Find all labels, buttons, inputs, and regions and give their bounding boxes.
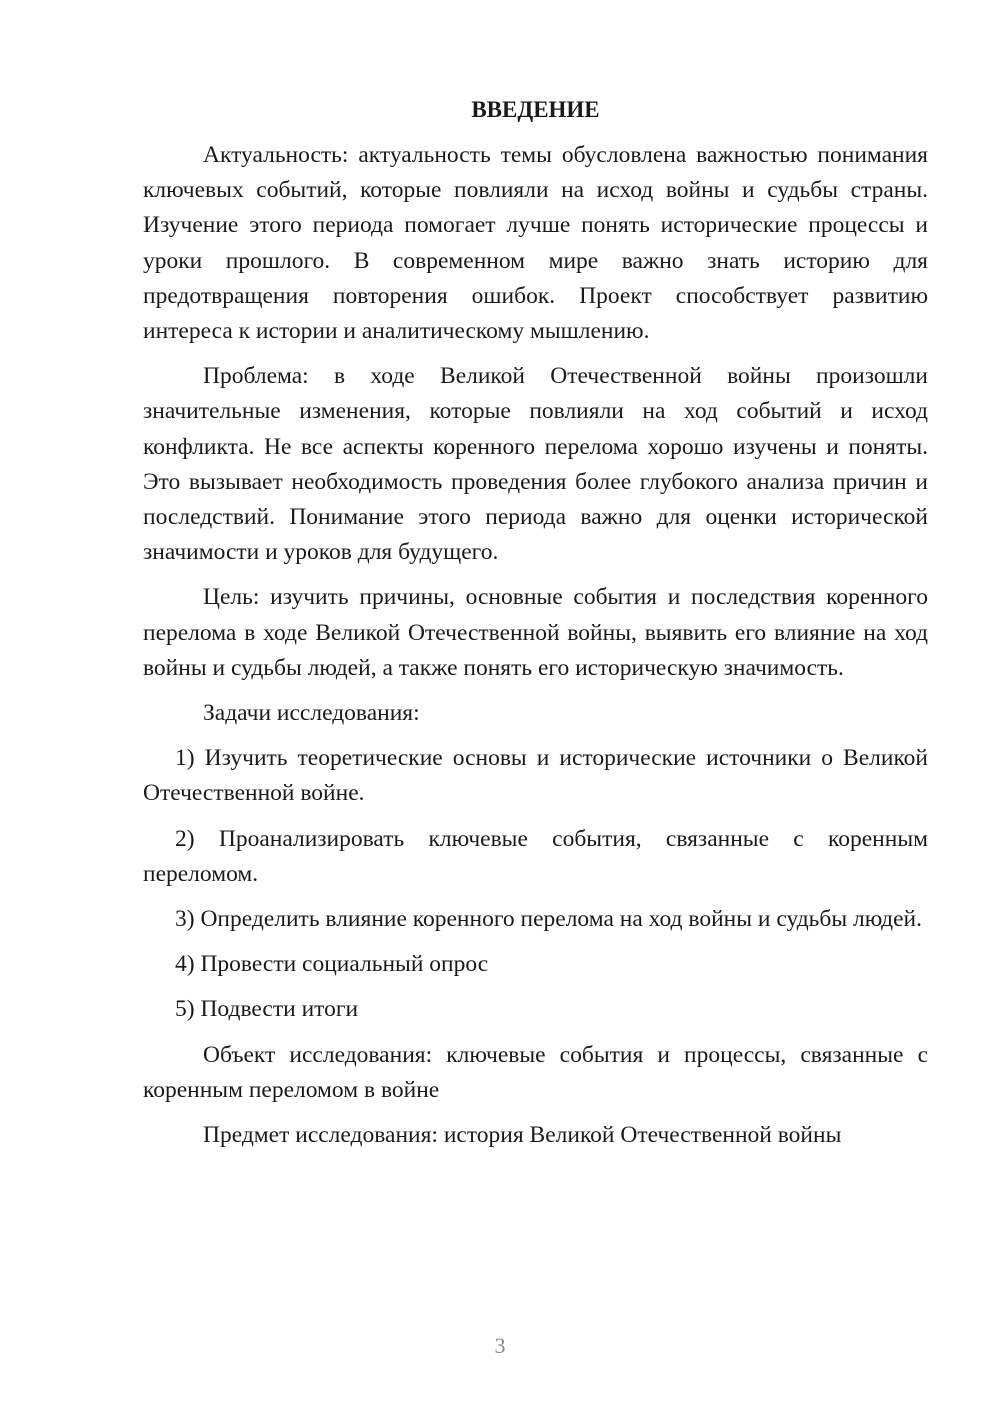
paragraph-problem: Проблема: в ходе Великой Отечественной войны произошли значительные изменения, которые повлияли на ход событий и исход конфликта. Не все аспекты коренного перелома хорошо изучены и поняты. Это вызывает необходимость проведения более глубокого анализа причин и последствий. Понимание этого периода важно для оценки исторической значимости и уроков для будущего. [143, 363, 928, 566]
document-page [143, 92, 928, 1163]
task-item-1: 1) Изучить теоретические основы и исторические источники о Великой Отечественной войне. [143, 745, 928, 807]
task-item-3: 3) Определить влияние коренного перелома на ход войны и судьбы людей. [175, 906, 922, 933]
task-item-5: 5) Подвести итоги [175, 996, 359, 1023]
page-title: ВВЕДЕНИЕ [471, 97, 600, 122]
paragraph-relevance: Актуальность: актуальность темы обусловлена важностью понимания ключевых событий, которые повлияли на исход войны и судьбы страны. Изучение этого периода помогает лучше понять исторические процессы и уроки прошлого. В современном мире важно знать историю для предотвращения повторения ошибок. Проект способствует развитию интереса к истории и аналитическому мышлению. [143, 142, 928, 345]
paragraph-object: Объект исследования: ключевые события и процессы, связанные с коренным переломом в войне [143, 1041, 928, 1103]
task-item-4: 4) Провести социальный опрос [175, 951, 489, 978]
paragraph-subject: Предмет исследования: история Великой Отечественной войны [203, 1122, 842, 1149]
paragraph-goal: Цель: изучить причины, основные события и последствия коренного перелома в ходе Великой Отечественной войны, выявить его влияние на ход войны и судьбы людей, а также понять его историческую значимость. [143, 584, 928, 681]
paragraph-tasks-intro: Задачи исследования: [203, 700, 420, 727]
task-item-2: 2) Проанализировать ключевые события, связанные с коренным переломом. [143, 825, 928, 887]
page-number: 3 [494, 1333, 506, 1358]
